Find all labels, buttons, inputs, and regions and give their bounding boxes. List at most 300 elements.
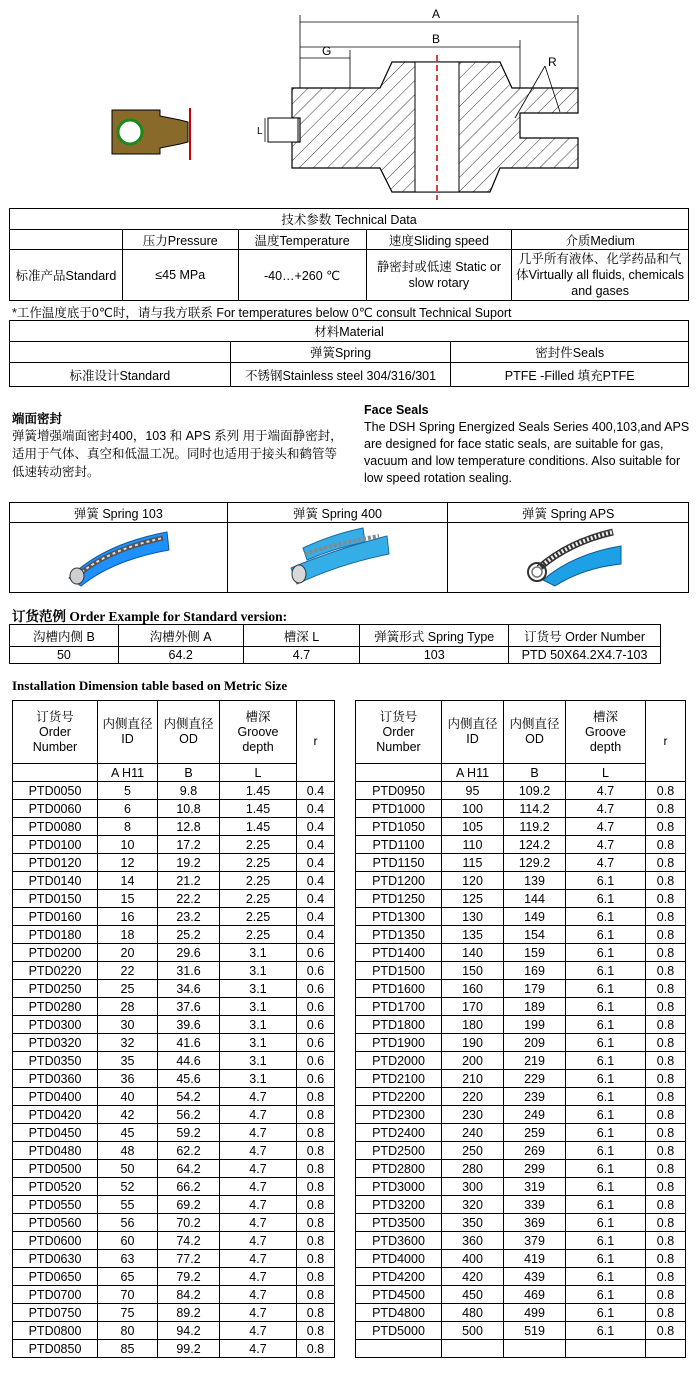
tech-row-label: 标准产品Standard xyxy=(10,250,123,301)
table-row xyxy=(356,1142,686,1160)
od-cell: 154 xyxy=(504,926,566,944)
r-cell: 0.4 xyxy=(297,782,335,800)
table-row xyxy=(356,980,686,998)
id-cell: 36 xyxy=(98,1070,158,1088)
r-cell xyxy=(646,1340,686,1358)
order-value-order-number: PTD 50X64.2X4.7-103 xyxy=(509,647,661,664)
id-cell: 25 xyxy=(98,980,158,998)
r-cell: 0.8 xyxy=(646,1196,686,1214)
order-number-cell: PTD1800 xyxy=(356,1016,442,1034)
tech-header-temperature: 温度Temperature xyxy=(238,230,366,250)
order-number-cell: PTD3200 xyxy=(356,1196,442,1214)
table-row xyxy=(356,1034,686,1052)
groove-depth-cell: 6.1 xyxy=(566,962,646,980)
groove-depth-cell: 6.1 xyxy=(566,1016,646,1034)
r-cell: 0.8 xyxy=(646,818,686,836)
id-cell: 65 xyxy=(98,1268,158,1286)
order-number-cell: PTD0120 xyxy=(13,854,98,872)
tech-header-medium: 介质Medium xyxy=(512,230,689,250)
r-cell: 0.8 xyxy=(297,1268,335,1286)
table-row xyxy=(13,1304,335,1322)
order-header-spring-type: 弹簧形式 Spring Type xyxy=(360,625,509,647)
material-row-label: 标准设计Standard xyxy=(10,363,231,387)
r-cell: 0.8 xyxy=(646,1286,686,1304)
od-cell: 37.6 xyxy=(158,998,220,1016)
r-cell: 0.8 xyxy=(297,1142,335,1160)
order-number-cell: PTD0100 xyxy=(13,836,98,854)
id-cell: 420 xyxy=(442,1268,504,1286)
order-number-cell: PTD4200 xyxy=(356,1268,442,1286)
od-cell: 249 xyxy=(504,1106,566,1124)
od-cell: 219 xyxy=(504,1052,566,1070)
subheader-depth: L xyxy=(220,764,297,782)
spring-400-label: 弹簧 Spring 400 xyxy=(227,503,448,523)
table-row xyxy=(13,908,335,926)
id-cell: 5 xyxy=(98,782,158,800)
od-cell: 69.2 xyxy=(158,1196,220,1214)
order-number-cell: PTD0500 xyxy=(13,1160,98,1178)
od-cell: 369 xyxy=(504,1214,566,1232)
installation-table-right xyxy=(355,700,686,1358)
groove-depth-cell: 4.7 xyxy=(220,1250,297,1268)
order-number-cell: PTD0080 xyxy=(13,818,98,836)
order-number-cell: PTD1100 xyxy=(356,836,442,854)
id-cell: 75 xyxy=(98,1304,158,1322)
groove-depth-cell: 6.1 xyxy=(566,1160,646,1178)
table-row xyxy=(356,1196,686,1214)
tech-header-speed: 速度Sliding speed xyxy=(366,230,512,250)
od-cell: 29.6 xyxy=(158,944,220,962)
header-groove-depth: 槽深 Groove depth xyxy=(566,701,646,764)
id-cell: 120 xyxy=(442,872,504,890)
od-cell: 299 xyxy=(504,1160,566,1178)
order-number-cell: PTD3000 xyxy=(356,1178,442,1196)
groove-depth-cell: 4.7 xyxy=(566,782,646,800)
header-r: r xyxy=(646,701,686,782)
groove-depth-cell: 6.1 xyxy=(566,1178,646,1196)
id-cell: 140 xyxy=(442,944,504,962)
table-row xyxy=(356,1340,686,1358)
r-cell: 0.8 xyxy=(646,1124,686,1142)
groove-depth-cell: 2.25 xyxy=(220,836,297,854)
order-number-cell: PTD4800 xyxy=(356,1304,442,1322)
material-spring-value: 不锈钢Stainless steel 304/316/301 xyxy=(230,363,451,387)
spring-aps-image xyxy=(448,523,689,593)
material-seals-value: PTFE -Filled 填充PTFE xyxy=(451,363,689,387)
od-cell: 439 xyxy=(504,1268,566,1286)
r-cell: 0.8 xyxy=(646,890,686,908)
table-row xyxy=(356,944,686,962)
order-number-cell: PTD1300 xyxy=(356,908,442,926)
order-number-cell: PTD0450 xyxy=(13,1124,98,1142)
face-seals-cn-text: 弹簧增强端面密封400，103 和 APS 系列 用于端面静密封，适用于气体、真空和低温工况。同时也适用于接头和鹤管等低速转动密封。 xyxy=(12,429,343,479)
r-cell: 0.8 xyxy=(297,1196,335,1214)
technical-drawing xyxy=(0,0,700,205)
od-cell: 239 xyxy=(504,1088,566,1106)
table-row xyxy=(356,1088,686,1106)
groove-depth-cell: 6.1 xyxy=(566,1142,646,1160)
order-number-cell: PTD5000 xyxy=(356,1322,442,1340)
id-cell: 35 xyxy=(98,1052,158,1070)
id-cell: 50 xyxy=(98,1160,158,1178)
od-cell: 379 xyxy=(504,1232,566,1250)
order-number-cell: PTD0150 xyxy=(13,890,98,908)
r-cell: 0.8 xyxy=(646,1052,686,1070)
od-cell: 9.8 xyxy=(158,782,220,800)
od-cell xyxy=(504,1340,566,1358)
od-cell: 189 xyxy=(504,998,566,1016)
od-cell: 23.2 xyxy=(158,908,220,926)
dim-label-g: G xyxy=(322,44,332,58)
groove-depth-cell: 6.1 xyxy=(566,926,646,944)
groove-depth-cell xyxy=(566,1340,646,1358)
table-row xyxy=(13,962,335,980)
groove-depth-cell: 4.7 xyxy=(220,1124,297,1142)
groove-depth-cell: 4.7 xyxy=(220,1106,297,1124)
id-cell: 210 xyxy=(442,1070,504,1088)
order-number-cell: PTD0140 xyxy=(13,872,98,890)
order-example-table xyxy=(9,624,661,664)
od-cell: 22.2 xyxy=(158,890,220,908)
r-cell: 0.8 xyxy=(646,1214,686,1232)
table-row xyxy=(356,782,686,800)
header-id: 内侧直径 ID xyxy=(442,701,504,764)
groove-depth-cell: 6.1 xyxy=(566,890,646,908)
groove-depth-cell: 6.1 xyxy=(566,872,646,890)
id-cell: 300 xyxy=(442,1178,504,1196)
id-cell: 16 xyxy=(98,908,158,926)
r-cell: 0.6 xyxy=(297,962,335,980)
r-cell: 0.8 xyxy=(646,1142,686,1160)
subheader-id: A H11 xyxy=(442,764,504,782)
od-cell: 114.2 xyxy=(504,800,566,818)
groove-depth-cell: 6.1 xyxy=(566,1088,646,1106)
id-cell: 30 xyxy=(98,1016,158,1034)
order-number-cell: PTD1250 xyxy=(356,890,442,908)
groove-depth-cell: 6.1 xyxy=(566,908,646,926)
id-cell: 60 xyxy=(98,1232,158,1250)
od-cell: 41.6 xyxy=(158,1034,220,1052)
table-row xyxy=(356,872,686,890)
od-cell: 209 xyxy=(504,1034,566,1052)
order-number-cell: PTD3600 xyxy=(356,1232,442,1250)
r-cell: 0.4 xyxy=(297,818,335,836)
spring-103-image xyxy=(10,523,228,593)
r-cell: 0.4 xyxy=(297,872,335,890)
order-header-order-number: 订货号 Order Number xyxy=(509,625,661,647)
table-row xyxy=(356,1178,686,1196)
groove-depth-cell: 6.1 xyxy=(566,1250,646,1268)
table-row xyxy=(13,836,335,854)
groove-depth-cell: 1.45 xyxy=(220,782,297,800)
r-cell: 0.8 xyxy=(646,1304,686,1322)
id-cell: 135 xyxy=(442,926,504,944)
od-cell: 12.8 xyxy=(158,818,220,836)
tech-temperature-value: -40…+260 ℃ xyxy=(238,250,366,301)
od-cell: 259 xyxy=(504,1124,566,1142)
tech-title: 技术参数 Technical Data xyxy=(10,209,689,230)
groove-depth-cell: 6.1 xyxy=(566,998,646,1016)
table-row xyxy=(356,854,686,872)
r-cell: 0.6 xyxy=(297,1034,335,1052)
table-row xyxy=(13,1322,335,1340)
tech-pressure-value: ≤45 MPa xyxy=(122,250,238,301)
groove-depth-cell: 3.1 xyxy=(220,1052,297,1070)
table-row xyxy=(13,1340,335,1358)
r-cell: 0.4 xyxy=(297,908,335,926)
header-od: 内侧直径 OD xyxy=(504,701,566,764)
order-number-cell: PTD1600 xyxy=(356,980,442,998)
id-cell: 450 xyxy=(442,1286,504,1304)
r-cell: 0.8 xyxy=(297,1340,335,1358)
r-cell: 0.8 xyxy=(297,1124,335,1142)
id-cell: 42 xyxy=(98,1106,158,1124)
material-table xyxy=(9,320,689,387)
id-cell xyxy=(442,1340,504,1358)
table-row xyxy=(356,800,686,818)
id-cell: 110 xyxy=(442,836,504,854)
od-cell: 129.2 xyxy=(504,854,566,872)
order-number-cell: PTD2500 xyxy=(356,1142,442,1160)
header-order-number: 订货号 Order Number xyxy=(356,701,442,764)
order-number-cell: PTD1900 xyxy=(356,1034,442,1052)
od-cell: 94.2 xyxy=(158,1322,220,1340)
r-cell: 0.8 xyxy=(646,1322,686,1340)
groove-depth-cell: 3.1 xyxy=(220,1070,297,1088)
groove-depth-cell: 4.7 xyxy=(220,1232,297,1250)
table-row xyxy=(13,1124,335,1142)
table-row xyxy=(13,980,335,998)
order-value-spring-type: 103 xyxy=(360,647,509,664)
material-header-spring: 弹簧Spring xyxy=(230,342,451,363)
groove-depth-cell: 4.7 xyxy=(220,1304,297,1322)
od-cell: 144 xyxy=(504,890,566,908)
order-number-cell: PTD1700 xyxy=(356,998,442,1016)
order-number-cell: PTD0550 xyxy=(13,1196,98,1214)
order-number-cell: PTD4000 xyxy=(356,1250,442,1268)
dim-label-a: A xyxy=(432,7,441,21)
r-cell: 0.8 xyxy=(646,1232,686,1250)
id-cell: 320 xyxy=(442,1196,504,1214)
r-cell: 0.8 xyxy=(646,1088,686,1106)
material-header-seals: 密封件Seals xyxy=(451,342,689,363)
installation-title: Installation Dimension table based on Metric Size xyxy=(12,678,288,693)
r-cell: 0.8 xyxy=(646,998,686,1016)
table-row xyxy=(356,1250,686,1268)
groove-depth-cell: 4.7 xyxy=(566,854,646,872)
order-number-cell: PTD0850 xyxy=(13,1340,98,1358)
groove-depth-cell: 3.1 xyxy=(220,980,297,998)
order-number-cell: PTD2800 xyxy=(356,1160,442,1178)
id-cell: 160 xyxy=(442,980,504,998)
groove-depth-cell: 4.7 xyxy=(220,1268,297,1286)
table-row xyxy=(13,1106,335,1124)
id-cell: 45 xyxy=(98,1124,158,1142)
groove-depth-cell: 3.1 xyxy=(220,998,297,1016)
od-cell: 519 xyxy=(504,1322,566,1340)
od-cell: 229 xyxy=(504,1070,566,1088)
id-cell: 8 xyxy=(98,818,158,836)
r-cell: 0.8 xyxy=(646,1268,686,1286)
table-row xyxy=(13,1214,335,1232)
spring-103-label: 弹簧 Spring 103 xyxy=(10,503,228,523)
od-cell: 10.8 xyxy=(158,800,220,818)
order-number-cell: PTD2000 xyxy=(356,1052,442,1070)
id-cell: 80 xyxy=(98,1322,158,1340)
groove-depth-cell: 6.1 xyxy=(566,1214,646,1232)
od-cell: 77.2 xyxy=(158,1250,220,1268)
od-cell: 119.2 xyxy=(504,818,566,836)
id-cell: 28 xyxy=(98,998,158,1016)
table-row xyxy=(13,890,335,908)
table-row xyxy=(356,1106,686,1124)
od-cell: 89.2 xyxy=(158,1304,220,1322)
id-cell: 360 xyxy=(442,1232,504,1250)
r-cell: 0.8 xyxy=(646,926,686,944)
order-header-b: 沟槽内侧 B xyxy=(10,625,119,647)
table-row xyxy=(356,1214,686,1232)
id-cell: 48 xyxy=(98,1142,158,1160)
id-cell: 350 xyxy=(442,1214,504,1232)
r-cell: 0.8 xyxy=(646,782,686,800)
r-cell: 0.4 xyxy=(297,890,335,908)
table-row xyxy=(356,1052,686,1070)
r-cell: 0.4 xyxy=(297,926,335,944)
id-cell: 22 xyxy=(98,962,158,980)
r-cell: 0.8 xyxy=(646,962,686,980)
table-row xyxy=(13,1232,335,1250)
r-cell: 0.8 xyxy=(646,800,686,818)
id-cell: 63 xyxy=(98,1250,158,1268)
groove-depth-cell: 4.7 xyxy=(566,818,646,836)
r-cell: 0.8 xyxy=(646,1160,686,1178)
table-row xyxy=(356,1286,686,1304)
id-cell: 400 xyxy=(442,1250,504,1268)
r-cell: 0.8 xyxy=(297,1250,335,1268)
table-row xyxy=(13,998,335,1016)
table-row xyxy=(356,998,686,1016)
order-number-cell: PTD0360 xyxy=(13,1070,98,1088)
dim-label-r: R xyxy=(548,55,557,69)
table-row xyxy=(13,1070,335,1088)
table-row xyxy=(356,836,686,854)
order-number-cell xyxy=(356,1340,442,1358)
table-row xyxy=(356,1232,686,1250)
id-cell: 18 xyxy=(98,926,158,944)
od-cell: 159 xyxy=(504,944,566,962)
table-row xyxy=(356,1016,686,1034)
od-cell: 339 xyxy=(504,1196,566,1214)
order-number-cell: PTD0320 xyxy=(13,1034,98,1052)
tech-medium-value: 几乎所有液体、化学药品和气体Virtually all fluids, chemicals and gases xyxy=(512,250,689,301)
r-cell: 0.8 xyxy=(297,1214,335,1232)
od-cell: 34.6 xyxy=(158,980,220,998)
groove-depth-cell: 4.7 xyxy=(220,1160,297,1178)
dim-label-b: B xyxy=(432,32,441,46)
od-cell: 70.2 xyxy=(158,1214,220,1232)
od-cell: 99.2 xyxy=(158,1340,220,1358)
table-row xyxy=(356,908,686,926)
order-number-cell: PTD0520 xyxy=(13,1178,98,1196)
groove-depth-cell: 6.1 xyxy=(566,1268,646,1286)
subheader-depth: L xyxy=(566,764,646,782)
od-cell: 499 xyxy=(504,1304,566,1322)
od-cell: 45.6 xyxy=(158,1070,220,1088)
od-cell: 419 xyxy=(504,1250,566,1268)
order-header-a: 沟槽外侧 A xyxy=(118,625,243,647)
groove-depth-cell: 6.1 xyxy=(566,944,646,962)
od-cell: 319 xyxy=(504,1178,566,1196)
groove-depth-cell: 4.7 xyxy=(220,1178,297,1196)
order-number-cell: PTD0220 xyxy=(13,962,98,980)
groove-depth-cell: 2.25 xyxy=(220,908,297,926)
order-number-cell: PTD0650 xyxy=(13,1268,98,1286)
order-number-cell: PTD4500 xyxy=(356,1286,442,1304)
order-number-cell: PTD2200 xyxy=(356,1088,442,1106)
r-cell: 0.8 xyxy=(646,1250,686,1268)
groove-depth-cell: 4.7 xyxy=(220,1340,297,1358)
groove-depth-cell: 2.25 xyxy=(220,926,297,944)
table-row xyxy=(13,1178,335,1196)
order-number-cell: PTD0560 xyxy=(13,1214,98,1232)
table-row xyxy=(356,1322,686,1340)
order-number-cell: PTD0050 xyxy=(13,782,98,800)
groove-depth-cell: 4.7 xyxy=(220,1286,297,1304)
header-r: r xyxy=(297,701,335,782)
subheader-od: B xyxy=(158,764,220,782)
r-cell: 0.8 xyxy=(297,1160,335,1178)
od-cell: 74.2 xyxy=(158,1232,220,1250)
groove-depth-cell: 6.1 xyxy=(566,1304,646,1322)
order-number-cell: PTD0600 xyxy=(13,1232,98,1250)
id-cell: 52 xyxy=(98,1178,158,1196)
od-cell: 62.2 xyxy=(158,1142,220,1160)
od-cell: 469 xyxy=(504,1286,566,1304)
order-value-a: 64.2 xyxy=(118,647,243,664)
order-number-cell: PTD1050 xyxy=(356,818,442,836)
id-cell: 32 xyxy=(98,1034,158,1052)
subheader-id: A H11 xyxy=(98,764,158,782)
r-cell: 0.8 xyxy=(297,1304,335,1322)
groove-depth-cell: 4.7 xyxy=(220,1196,297,1214)
id-cell: 250 xyxy=(442,1142,504,1160)
order-value-b: 50 xyxy=(10,647,119,664)
r-cell: 0.8 xyxy=(646,1070,686,1088)
order-header-l: 槽深 L xyxy=(243,625,360,647)
subheader-od: B xyxy=(504,764,566,782)
installation-table-left xyxy=(12,700,335,1358)
id-cell: 20 xyxy=(98,944,158,962)
r-cell: 0.8 xyxy=(297,1286,335,1304)
r-cell: 0.4 xyxy=(297,854,335,872)
table-row xyxy=(13,800,335,818)
table-row xyxy=(13,1286,335,1304)
od-cell: 149 xyxy=(504,908,566,926)
groove-depth-cell: 1.45 xyxy=(220,818,297,836)
order-value-l: 4.7 xyxy=(243,647,360,664)
id-cell: 280 xyxy=(442,1160,504,1178)
header-od: 内侧直径 OD xyxy=(158,701,220,764)
r-cell: 0.8 xyxy=(646,944,686,962)
groove-depth-cell: 6.1 xyxy=(566,980,646,998)
od-cell: 64.2 xyxy=(158,1160,220,1178)
od-cell: 59.2 xyxy=(158,1124,220,1142)
r-cell: 0.6 xyxy=(297,1052,335,1070)
od-cell: 31.6 xyxy=(158,962,220,980)
r-cell: 0.8 xyxy=(646,1034,686,1052)
od-cell: 84.2 xyxy=(158,1286,220,1304)
groove-depth-cell: 6.1 xyxy=(566,1286,646,1304)
